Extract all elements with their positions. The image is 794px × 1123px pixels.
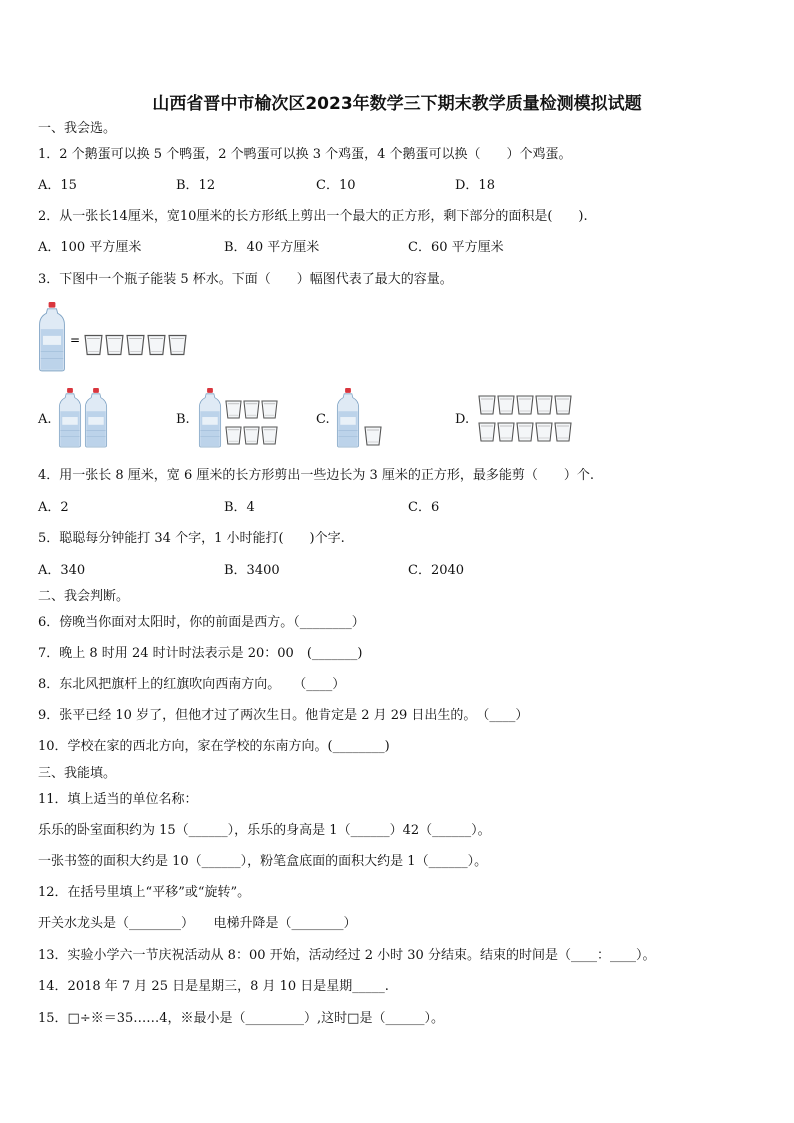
- question-11: 11．填上适当的单位名称：: [38, 792, 198, 807]
- q3-option-c: C.: [316, 412, 330, 427]
- q3-option-a: A.: [38, 412, 52, 427]
- section-heading-fill: 三、我能填。: [38, 766, 117, 781]
- q3-option-c-figure: [336, 388, 388, 448]
- q3-option-b-figure: [198, 388, 278, 448]
- q3-option-d: D.: [455, 412, 470, 427]
- question-10: 10．学校在家的西北方向，家在学校的东南方向。(________): [38, 739, 390, 754]
- equals-sign: =: [70, 333, 81, 347]
- q4-option-a: A．2: [38, 500, 69, 515]
- glass-icon: [244, 427, 259, 444]
- reference-figure: [38, 302, 198, 374]
- q4-option-b: B．4: [224, 500, 255, 515]
- glass-icon: [479, 396, 495, 414]
- bottle-icon: [40, 302, 65, 371]
- section-heading-choose: 一、我会选。: [38, 121, 117, 136]
- question-15: 15．□÷※＝35……4，※最小是（_________）,这时□是（______）。: [38, 1011, 444, 1026]
- q1-option-c: C．10: [316, 178, 356, 193]
- glass-icon: [148, 336, 165, 355]
- page-title: 山西省晋中市榆次区2023年数学三下期末教学质量检测模拟试题: [152, 94, 642, 114]
- bottle-icon: [85, 388, 106, 447]
- question-13: 13．实验小学六一节庆祝活动从 8：00 开始，活动经过 2 小时 30 分结束。结束的时间是（____：____）。: [38, 948, 656, 963]
- glass-icon: [517, 396, 533, 414]
- q2-option-c: C．60 平方厘米: [408, 240, 504, 255]
- question-12: 12．在括号里填上“平移”或“旋转”。: [38, 885, 251, 900]
- glass-icon: [498, 423, 514, 441]
- question-11-line-1: 乐乐的卧室面积约为 15（______），乐乐的身高是 1（______）42（______）。: [38, 823, 491, 838]
- question-3: 3．下图中一个瓶子能装 5 杯水。下面（ ）幅图代表了最大的容量。: [38, 272, 453, 287]
- question-8: 8．东北风把旗杆上的红旗吹向西南方向。 （____）: [38, 677, 346, 692]
- q3-option-d-figure: [478, 394, 574, 446]
- q2-option-a: A．100 平方厘米: [38, 240, 142, 255]
- glass-icon: [479, 423, 495, 441]
- glass-icon: [106, 336, 123, 355]
- glass-icon: [555, 396, 571, 414]
- q3-option-b: B.: [176, 412, 190, 427]
- q4-option-c: C．6: [408, 500, 440, 515]
- q5-option-a: A．340: [38, 563, 86, 578]
- glass-icon: [262, 401, 277, 418]
- question-11-line-2: 一张书签的面积大约是 10（______），粉笔盒底面的面积大约是 1（______）。: [38, 854, 488, 869]
- section-heading-judge: 二、我会判断。: [38, 589, 130, 604]
- bottle-icon: [337, 388, 358, 447]
- question-14: 14．2018 年 7 月 25 日是星期三，8 月 10 日是星期_____.: [38, 979, 389, 994]
- question-12-line-1: 开关水龙头是（________） 电梯升降是（________）: [38, 916, 357, 931]
- glass-icon: [365, 427, 381, 445]
- glass-icon: [536, 396, 552, 414]
- glass-icon: [555, 423, 571, 441]
- glass-icon: [262, 427, 277, 444]
- glass-icon: [517, 423, 533, 441]
- glass-icon: [244, 401, 259, 418]
- glass-icon: [169, 336, 186, 355]
- bottle-icon: [199, 388, 220, 447]
- q1-option-d: D．18: [455, 178, 495, 193]
- q1-option-b: B．12: [176, 178, 216, 193]
- question-2: 2．从一张长14厘米，宽10厘米的长方形纸上剪出一个最大的正方形，剩下部分的面积是( ).: [38, 209, 588, 224]
- question-9: 9．张平已经 10 岁了，但他才过了两次生日。他肯定是 2 月 29 日出生的。 （____）: [38, 708, 529, 723]
- question-7: 7．晚上 8 时用 24 时计时法表示是 20：00 (_______): [38, 646, 363, 661]
- question-5: 5．聪聪每分钟能打 34 个字，1 小时能打( )个字.: [38, 531, 345, 546]
- glass-icon: [226, 401, 241, 418]
- glass-icon: [85, 336, 102, 355]
- glass-icon: [127, 336, 144, 355]
- question-6: 6．傍晚当你面对太阳时，你的前面是西方。（________）: [38, 615, 365, 630]
- q1-option-a: A．15: [38, 178, 77, 193]
- question-4: 4．用一张长 8 厘米，宽 6 厘米的长方形剪出一些边长为 3 厘米的正方形，最多能剪（ ）个.: [38, 468, 595, 483]
- q2-option-b: B．40 平方厘米: [224, 240, 320, 255]
- q5-option-c: C．2040: [408, 563, 465, 578]
- bottle-icon: [59, 388, 80, 447]
- glass-icon: [536, 423, 552, 441]
- glass-icon: [498, 396, 514, 414]
- q5-option-b: B．3400: [224, 563, 280, 578]
- glass-icon: [226, 427, 241, 444]
- question-1: 1．2 个鹅蛋可以换 5 个鸭蛋，2 个鸭蛋可以换 3 个鸡蛋，4 个鹅蛋可以换（ ）个鸡蛋。: [38, 147, 572, 162]
- q3-option-a-figure: [58, 388, 110, 448]
